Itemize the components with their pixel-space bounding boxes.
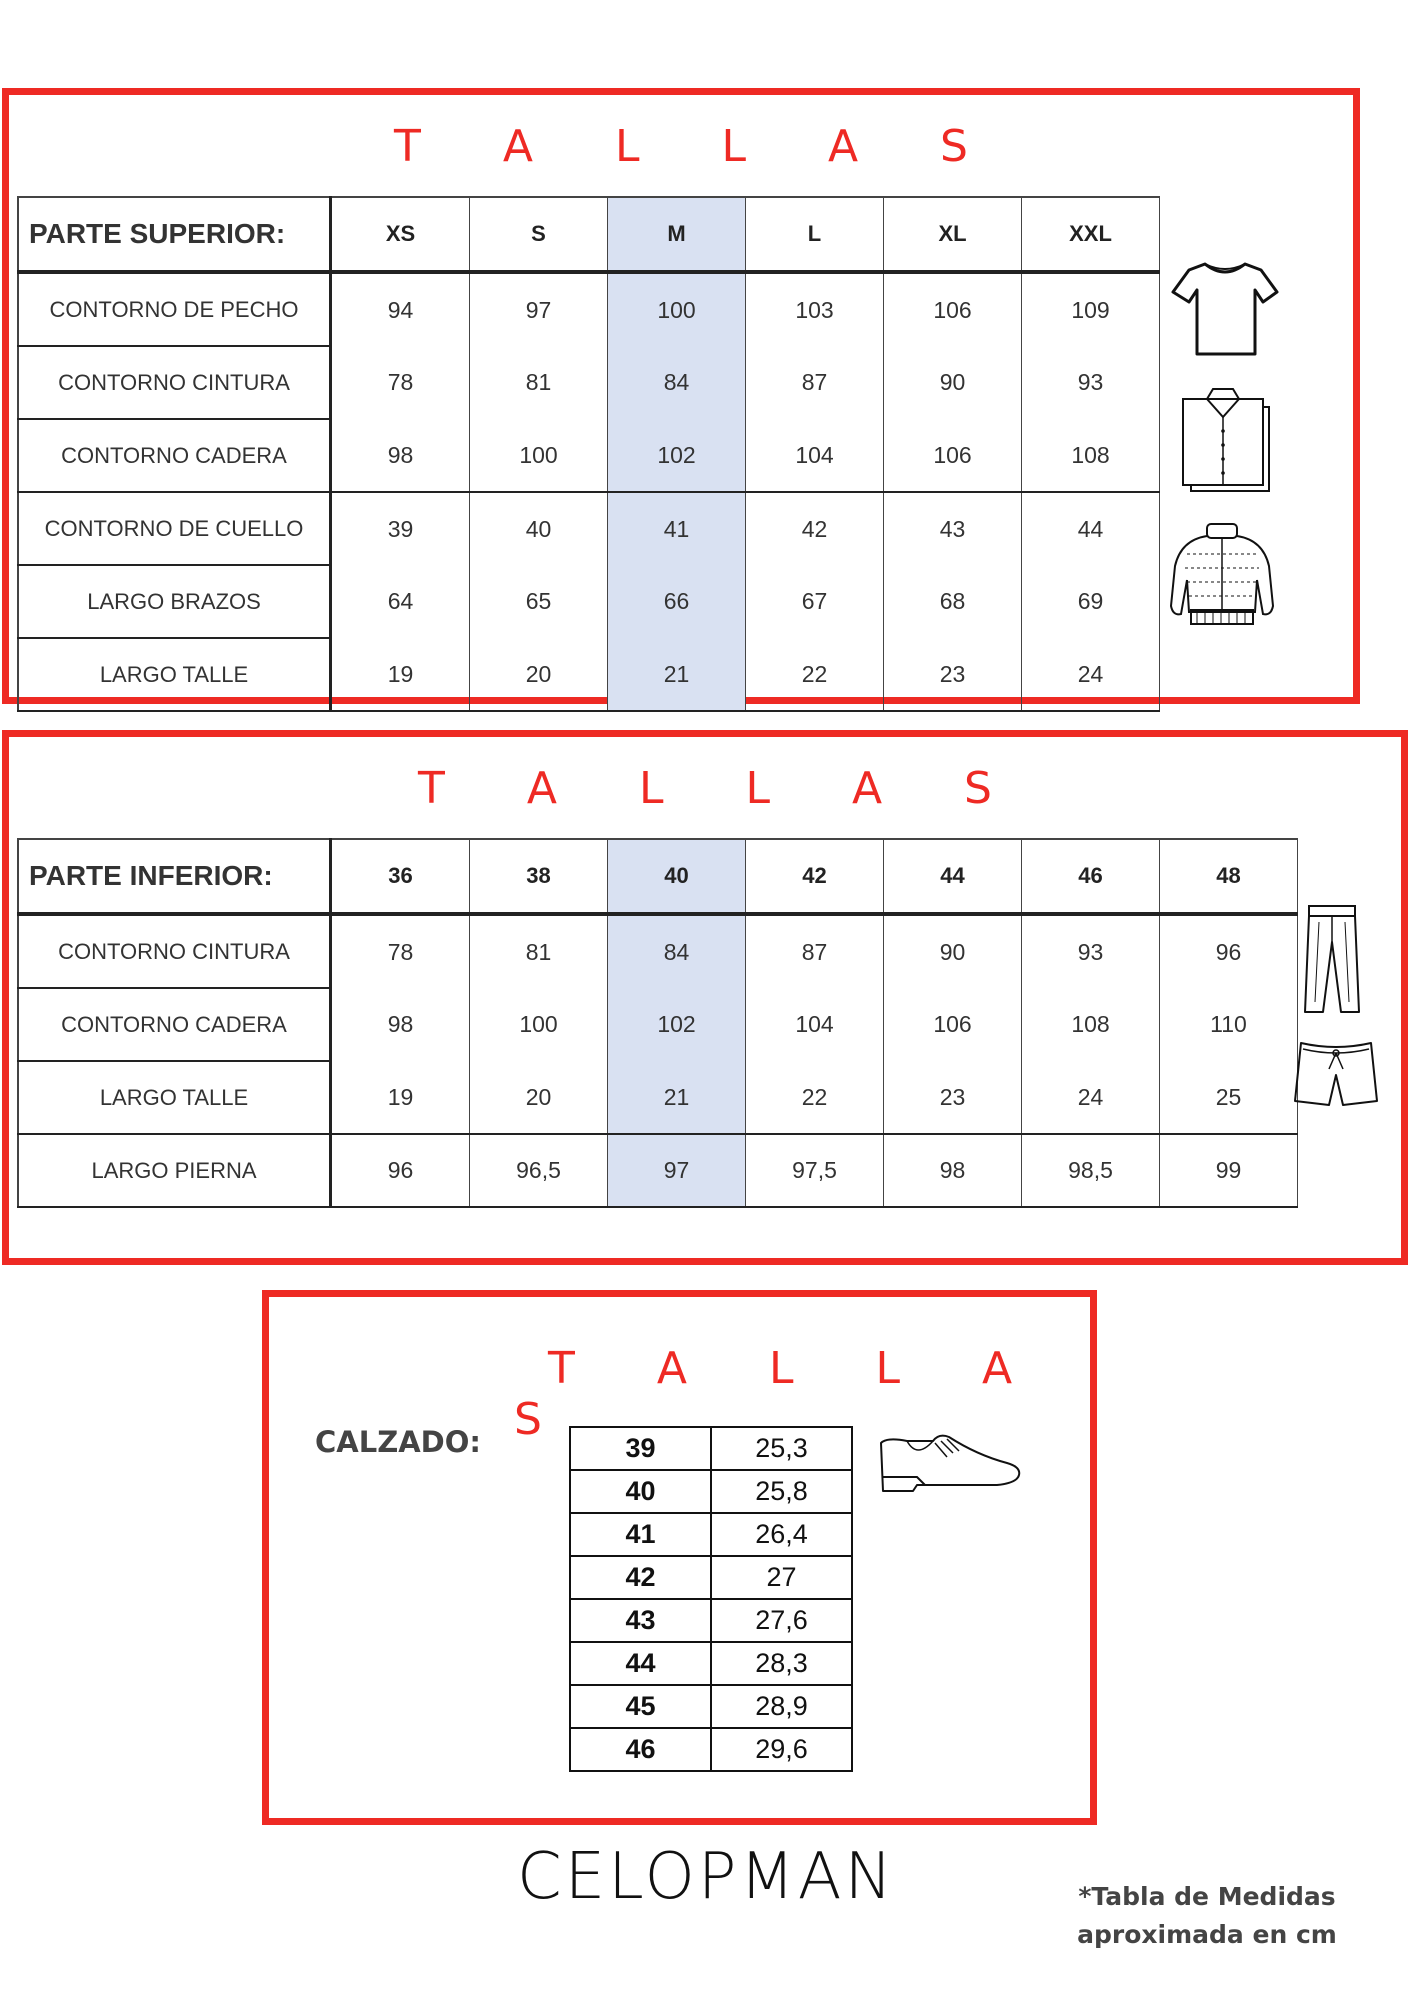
lower-cell: 96,5: [470, 1134, 608, 1207]
footwear-cm-cell: 27,6: [711, 1599, 852, 1642]
upper-cell: 43: [884, 492, 1022, 565]
upper-cell: 42: [746, 492, 884, 565]
lower-size-table: [17, 838, 1298, 1208]
upper-cell: 102: [608, 419, 746, 492]
table-row: [570, 1642, 852, 1685]
lower-cell: 97,5: [746, 1134, 884, 1207]
upper-cell: 98: [331, 419, 470, 492]
measurement-note: [1072, 1878, 1342, 1954]
upper-size-header: M: [608, 197, 746, 272]
lower-row-label: LARGO PIERNA: [18, 1134, 331, 1207]
footwear-size-panel: [262, 1290, 1097, 1825]
lower-size-header: 42: [746, 839, 884, 914]
footwear-cm-cell: 26,4: [711, 1513, 852, 1556]
shoe-icon: [877, 1425, 1025, 1495]
upper-section-header: PARTE SUPERIOR:: [18, 197, 331, 272]
upper-header-row: [18, 197, 1160, 272]
lower-cell: 25: [1160, 1061, 1298, 1134]
upper-size-header: XL: [884, 197, 1022, 272]
lower-cell: 100: [470, 988, 608, 1061]
table-row: [18, 565, 1160, 638]
lower-cell: 23: [884, 1061, 1022, 1134]
tshirt-icon: [1169, 250, 1279, 360]
lower-panel-title: T A L L A S: [418, 763, 1026, 814]
footwear-cm-cell: 27: [711, 1556, 852, 1599]
lower-cell: 108: [1022, 988, 1160, 1061]
lower-cell: 98: [884, 1134, 1022, 1207]
lower-cell: 104: [746, 988, 884, 1061]
lower-cell: 110: [1160, 988, 1298, 1061]
lower-cell: 19: [331, 1061, 470, 1134]
footwear-cm-cell: 29,6: [711, 1728, 852, 1771]
footwear-cm-cell: 28,9: [711, 1685, 852, 1728]
lower-cell: 81: [470, 914, 608, 988]
lower-cell: 78: [331, 914, 470, 988]
lower-cell: 20: [470, 1061, 608, 1134]
lower-size-header: 44: [884, 839, 1022, 914]
measurement-note-line2: aproximada en cm: [1077, 1920, 1337, 1949]
lower-header-row: [18, 839, 1298, 914]
footwear-size-cell: 46: [570, 1728, 711, 1771]
upper-cell: 106: [884, 419, 1022, 492]
upper-cell: 84: [608, 346, 746, 419]
lower-cell: 87: [746, 914, 884, 988]
lower-cell: 96: [1160, 914, 1298, 988]
upper-cell: 24: [1022, 638, 1160, 711]
upper-cell: 39: [331, 492, 470, 565]
upper-cell: 100: [608, 272, 746, 346]
table-row: [18, 492, 1160, 565]
upper-cell: 104: [746, 419, 884, 492]
footwear-size-cell: 44: [570, 1642, 711, 1685]
upper-size-header: L: [746, 197, 884, 272]
lower-cell: 90: [884, 914, 1022, 988]
upper-cell: 44: [1022, 492, 1160, 565]
upper-cell: 78: [331, 346, 470, 419]
upper-row-label: LARGO TALLE: [18, 638, 331, 711]
upper-cell: 22: [746, 638, 884, 711]
upper-cell: 93: [1022, 346, 1160, 419]
table-row: [18, 1061, 1298, 1134]
trousers-icon: [1297, 902, 1367, 1017]
lower-cell: 93: [1022, 914, 1160, 988]
brand-logo: CELOPMAN: [517, 1840, 896, 1914]
footwear-size-cell: 43: [570, 1599, 711, 1642]
footwear-size-table: [569, 1426, 853, 1772]
footwear-size-cell: 41: [570, 1513, 711, 1556]
jacket-icon: [1167, 520, 1277, 630]
upper-panel-title: T A L L A S: [394, 121, 1002, 172]
table-row: [570, 1728, 852, 1771]
lower-cell: 84: [608, 914, 746, 988]
table-row: [18, 988, 1298, 1061]
upper-row-label: CONTORNO CINTURA: [18, 346, 331, 419]
upper-cell: 94: [331, 272, 470, 346]
upper-cell: 109: [1022, 272, 1160, 346]
lower-size-header: 46: [1022, 839, 1160, 914]
upper-row-label: LARGO BRAZOS: [18, 565, 331, 638]
lower-cell: 97: [608, 1134, 746, 1207]
upper-cell: 66: [608, 565, 746, 638]
lower-size-panel: [2, 730, 1408, 1265]
upper-cell: 41: [608, 492, 746, 565]
lower-cell: 98: [331, 988, 470, 1061]
footwear-size-cell: 42: [570, 1556, 711, 1599]
upper-cell: 68: [884, 565, 1022, 638]
upper-row-label: CONTORNO CADERA: [18, 419, 331, 492]
table-row: [18, 346, 1160, 419]
upper-cell: 67: [746, 565, 884, 638]
lower-cell: 96: [331, 1134, 470, 1207]
table-row: [18, 1134, 1298, 1207]
lower-section-header: PARTE INFERIOR:: [18, 839, 331, 914]
lower-cell: 21: [608, 1061, 746, 1134]
lower-cell: 102: [608, 988, 746, 1061]
table-row: [570, 1599, 852, 1642]
upper-cell: 97: [470, 272, 608, 346]
upper-size-header: S: [470, 197, 608, 272]
lower-row-label: CONTORNO CINTURA: [18, 914, 331, 988]
footwear-cm-cell: 25,3: [711, 1427, 852, 1470]
table-row: [18, 272, 1160, 346]
lower-size-header: 38: [470, 839, 608, 914]
table-row: [18, 914, 1298, 988]
lower-cell: 98,5: [1022, 1134, 1160, 1207]
upper-cell: 90: [884, 346, 1022, 419]
upper-cell: 100: [470, 419, 608, 492]
table-row: [570, 1556, 852, 1599]
upper-cell: 21: [608, 638, 746, 711]
footwear-size-cell: 40: [570, 1470, 711, 1513]
lower-size-header: 40: [608, 839, 746, 914]
table-row: [570, 1685, 852, 1728]
upper-cell: 64: [331, 565, 470, 638]
table-row: [570, 1513, 852, 1556]
footwear-size-cell: 39: [570, 1427, 711, 1470]
footwear-cm-cell: 28,3: [711, 1642, 852, 1685]
footwear-cm-cell: 25,8: [711, 1470, 852, 1513]
footwear-size-cell: 45: [570, 1685, 711, 1728]
upper-cell: 108: [1022, 419, 1160, 492]
lower-cell: 99: [1160, 1134, 1298, 1207]
table-row: [570, 1427, 852, 1470]
shorts-icon: [1291, 1035, 1381, 1110]
upper-size-header: XS: [331, 197, 470, 272]
table-row: [18, 638, 1160, 711]
lower-cell: 106: [884, 988, 1022, 1061]
footwear-label: CALZADO:: [315, 1425, 481, 1459]
lower-size-header: 48: [1160, 839, 1298, 914]
lower-cell: 22: [746, 1061, 884, 1134]
shirt-icon: [1177, 385, 1277, 495]
lower-row-label: LARGO TALLE: [18, 1061, 331, 1134]
upper-cell: 103: [746, 272, 884, 346]
upper-size-table: [17, 196, 1160, 712]
footwear-panel-title: T A L L A S: [514, 1343, 1047, 1445]
upper-cell: 106: [884, 272, 1022, 346]
measurement-note-line1: *Tabla de Medidas: [1078, 1882, 1336, 1911]
upper-size-panel: [2, 88, 1360, 704]
upper-row-label: CONTORNO DE PECHO: [18, 272, 331, 346]
upper-row-label: CONTORNO DE CUELLO: [18, 492, 331, 565]
table-row: [18, 419, 1160, 492]
upper-cell: 40: [470, 492, 608, 565]
upper-cell: 87: [746, 346, 884, 419]
lower-cell: 24: [1022, 1061, 1160, 1134]
upper-cell: 20: [470, 638, 608, 711]
upper-size-header: XXL: [1022, 197, 1160, 272]
upper-cell: 19: [331, 638, 470, 711]
upper-cell: 69: [1022, 565, 1160, 638]
table-row: [570, 1470, 852, 1513]
upper-cell: 81: [470, 346, 608, 419]
lower-row-label: CONTORNO CADERA: [18, 988, 331, 1061]
upper-cell: 65: [470, 565, 608, 638]
upper-cell: 23: [884, 638, 1022, 711]
lower-size-header: 36: [331, 839, 470, 914]
